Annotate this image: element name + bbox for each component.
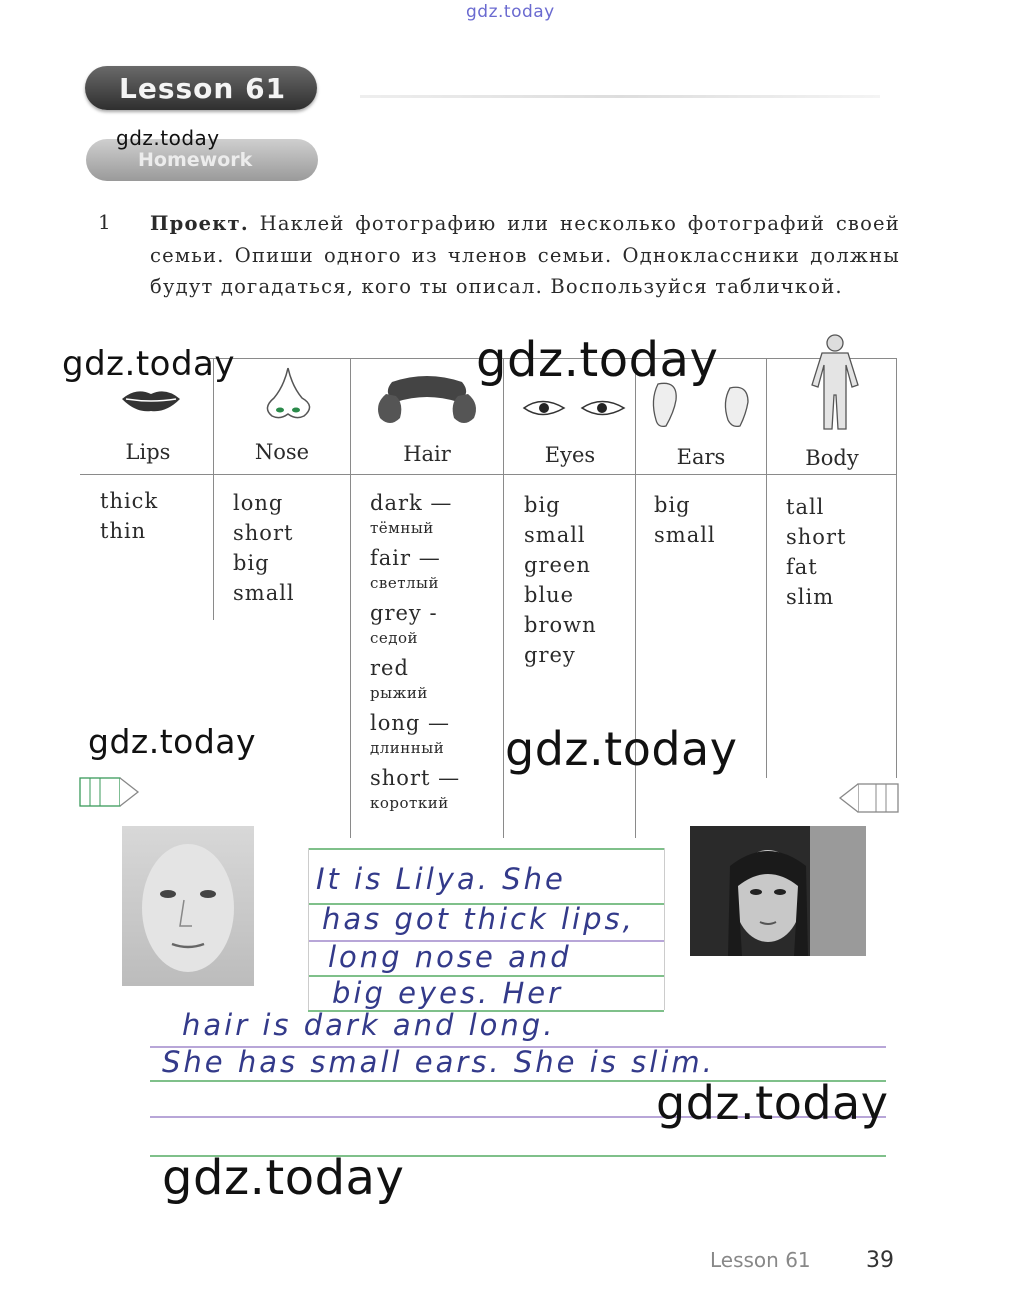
pencil-left-icon xyxy=(78,772,142,812)
table-column-hair xyxy=(370,490,460,820)
watermark-7: gdz.today xyxy=(162,1150,405,1206)
list-item-translation: длинный xyxy=(370,739,445,757)
list-item: red xyxy=(370,656,409,680)
watermark-4: gdz.today xyxy=(88,722,257,761)
photo-woman xyxy=(122,826,254,986)
table-header-ears: Ears xyxy=(676,445,726,469)
list-item: big xyxy=(524,493,561,517)
list-item: blue xyxy=(524,583,575,607)
lesson-title: Lesson 61 xyxy=(119,72,287,105)
table-column-lips xyxy=(100,486,158,546)
table-col-divider xyxy=(503,358,504,838)
table-header-rule xyxy=(80,474,897,475)
hair-icon xyxy=(372,374,482,428)
watermark-1: gdz.today xyxy=(116,126,220,150)
header-rule xyxy=(360,95,880,98)
table-header-nose: Nose xyxy=(254,440,310,464)
list-item: grey xyxy=(524,643,576,667)
list-item: dark — xyxy=(370,491,453,515)
table-header-eyes: Eyes xyxy=(544,443,596,467)
handwriting-line: has got thick lips, xyxy=(322,902,635,936)
table-header-lips: Lips xyxy=(125,440,171,464)
list-item: big xyxy=(233,551,270,575)
list-item: long xyxy=(233,491,284,515)
list-item-translation: тёмный xyxy=(370,519,434,537)
handwriting-line: long nose and xyxy=(328,940,572,974)
footer-lesson: Lesson 61 xyxy=(710,1248,811,1272)
list-item-translation: рыжий xyxy=(370,684,428,702)
watermark-3: gdz.today xyxy=(476,332,719,388)
pencil-right-icon xyxy=(836,778,900,818)
watermark-6: gdz.today xyxy=(656,1076,889,1130)
task-number: 1 xyxy=(98,210,111,234)
list-item: brown xyxy=(524,613,597,637)
list-item: small xyxy=(524,523,586,547)
task-body: Наклей фотографию или несколько фотографий своей семьи. Опиши одного из членов семьи. Одноклассники должны будут догадаться, кого ты описал. Воспользуйся табличкой. xyxy=(150,212,900,298)
list-item: green xyxy=(524,553,591,577)
table-col-divider xyxy=(213,358,214,620)
watermark-5: gdz.today xyxy=(505,722,738,776)
body-icon xyxy=(804,333,866,433)
lips-icon xyxy=(120,385,182,415)
watermark-2: gdz.today xyxy=(62,344,235,384)
photo-girl xyxy=(690,826,866,956)
list-item: small xyxy=(233,581,295,605)
list-item: tall xyxy=(786,495,825,519)
table-col-divider xyxy=(896,358,897,778)
writing-box-border xyxy=(308,848,309,1010)
writing-box-border xyxy=(664,848,665,1010)
list-item: small xyxy=(654,523,716,547)
table-column-body xyxy=(786,492,846,612)
lesson-title-pill xyxy=(85,66,317,110)
list-item: thick xyxy=(100,489,159,513)
eyes-icon xyxy=(522,395,626,421)
list-item: fair — xyxy=(370,546,441,570)
list-item: big xyxy=(654,493,691,517)
handwriting-line: big eyes. Her xyxy=(332,976,564,1010)
list-item: short xyxy=(233,521,294,545)
list-item: short xyxy=(786,525,847,549)
list-item: fat xyxy=(786,555,818,579)
task-lead: Проект. xyxy=(150,212,249,235)
list-item-translation: короткий xyxy=(370,794,449,812)
list-item: short — xyxy=(370,766,461,790)
task-instructions xyxy=(150,208,900,303)
list-item: slim xyxy=(786,585,835,609)
table-column-nose xyxy=(233,488,295,608)
writing-line xyxy=(308,848,664,850)
watermark-top: gdz.today xyxy=(466,2,555,22)
list-item: grey - xyxy=(370,601,438,625)
list-item-translation: седой xyxy=(370,629,419,647)
handwriting-line: She has small ears. She is slim. xyxy=(162,1045,715,1079)
list-item-translation: светлый xyxy=(370,574,439,592)
list-item: thin xyxy=(100,519,147,543)
section-title: Homework xyxy=(138,149,253,171)
table-column-ears xyxy=(654,490,716,550)
table-header-hair: Hair xyxy=(403,442,451,466)
page-number: 39 xyxy=(866,1248,894,1273)
table-col-divider xyxy=(350,358,351,838)
table-header-body: Body xyxy=(805,446,859,470)
table-column-eyes xyxy=(524,490,597,670)
table-col-divider xyxy=(766,358,767,778)
nose-icon xyxy=(258,366,320,422)
list-item: long — xyxy=(370,711,451,735)
handwriting-line: hair is dark and long. xyxy=(182,1008,556,1042)
handwriting-line: It is Lilya. She xyxy=(316,862,566,896)
